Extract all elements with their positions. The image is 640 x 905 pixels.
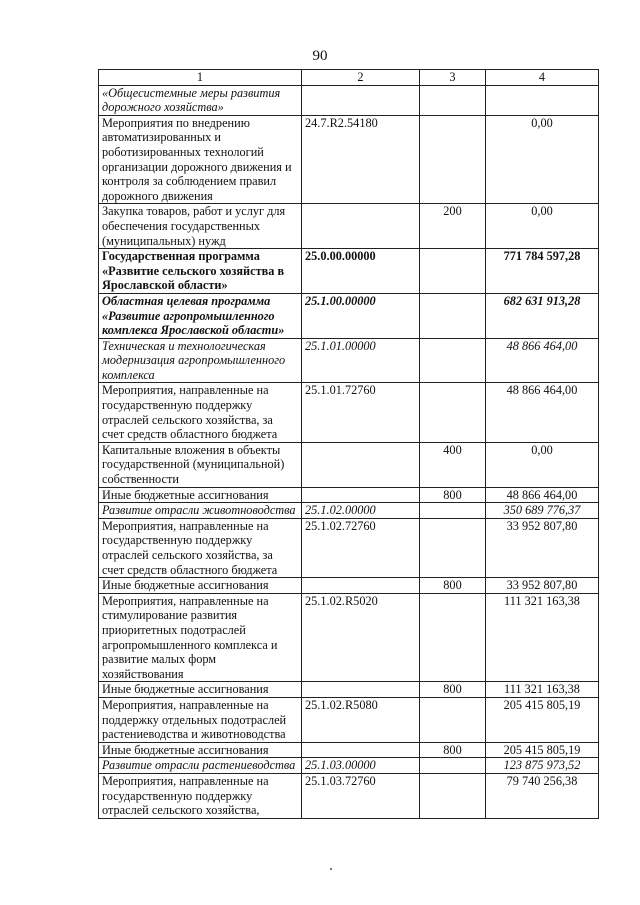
column-header: 1 (99, 70, 302, 86)
expense-type-cell: 800 (420, 578, 486, 594)
target-code-cell: 25.1.02.00000 (302, 503, 420, 519)
table-row (99, 578, 599, 594)
target-code-cell (302, 85, 420, 115)
item-name-cell: Развитие отрасли растениеводства (99, 758, 302, 774)
amount-cell: 205 415 805,19 (486, 742, 599, 758)
table-body (99, 85, 599, 818)
table-row (99, 682, 599, 698)
target-code-cell: 25.1.02.R5080 (302, 697, 420, 742)
table-row (99, 487, 599, 503)
column-header: 2 (302, 70, 420, 86)
item-name-cell: Мероприятия, направленные на поддержку отдельных подотраслей растениеводства и животноводства (99, 697, 302, 742)
amount-cell: 0,00 (486, 115, 599, 204)
item-name-cell: Мероприятия, направленные на государственную поддержку отраслей сельского хозяйства, (99, 773, 302, 818)
scan-speck (330, 868, 332, 870)
amount-cell: 48 866 464,00 (486, 338, 599, 383)
item-name-cell: Государственная программа «Развитие сельского хозяйства в Ярославской области» (99, 249, 302, 294)
item-name-cell: Иные бюджетные ассигнования (99, 742, 302, 758)
expense-type-cell (420, 249, 486, 294)
target-code-cell: 25.1.03.72760 (302, 773, 420, 818)
item-name-cell: Иные бюджетные ассигнования (99, 487, 302, 503)
table-row (99, 293, 599, 338)
target-code-cell (302, 578, 420, 594)
table-row (99, 85, 599, 115)
item-name-cell: Иные бюджетные ассигнования (99, 682, 302, 698)
table-row (99, 697, 599, 742)
expense-type-cell (420, 593, 486, 682)
target-code-cell: 25.1.03.00000 (302, 758, 420, 774)
expense-type-cell: 400 (420, 442, 486, 487)
expense-type-cell (420, 758, 486, 774)
table-row (99, 593, 599, 682)
expense-type-cell: 800 (420, 487, 486, 503)
item-name-cell: Развитие отрасли животноводства (99, 503, 302, 519)
target-code-cell (302, 742, 420, 758)
amount-cell: 205 415 805,19 (486, 697, 599, 742)
column-header: 4 (486, 70, 599, 86)
item-name-cell: Мероприятия по внедрению автоматизированных и роботизированных технологий организации дорожного движения и контроля за соблюдением правил дорожного движения (99, 115, 302, 204)
target-code-cell: 25.1.01.00000 (302, 338, 420, 383)
table-row (99, 503, 599, 519)
amount-cell: 48 866 464,00 (486, 383, 599, 442)
item-name-cell: Мероприятия, направленные на стимулирование развития приоритетных подотраслей агропромышленного комплекса и развитие малых форм хозяйствования (99, 593, 302, 682)
amount-cell: 682 631 913,28 (486, 293, 599, 338)
table-row (99, 742, 599, 758)
target-code-cell: 25.1.00.00000 (302, 293, 420, 338)
table-row (99, 518, 599, 577)
amount-cell: 123 875 973,52 (486, 758, 599, 774)
item-name-cell: Иные бюджетные ассигнования (99, 578, 302, 594)
table-row (99, 442, 599, 487)
expense-type-cell (420, 293, 486, 338)
expense-type-cell (420, 518, 486, 577)
target-code-cell (302, 487, 420, 503)
budget-table (98, 69, 599, 819)
target-code-cell: 24.7.R2.54180 (302, 115, 420, 204)
item-name-cell: Техническая и технологическая модернизация агропромышленного комплекса (99, 338, 302, 383)
expense-type-cell (420, 503, 486, 519)
amount-cell: 48 866 464,00 (486, 487, 599, 503)
amount-cell: 0,00 (486, 204, 599, 249)
expense-type-cell (420, 338, 486, 383)
target-code-cell (302, 204, 420, 249)
amount-cell: 0,00 (486, 442, 599, 487)
table-row (99, 758, 599, 774)
item-name-cell: Областная целевая программа «Развитие агропромышленного комплекса Ярославской области» (99, 293, 302, 338)
expense-type-cell: 800 (420, 682, 486, 698)
table-row (99, 383, 599, 442)
page-number: 90 (312, 48, 328, 64)
item-name-cell: «Общесистемные меры развития дорожного хозяйства» (99, 85, 302, 115)
item-name-cell: Мероприятия, направленные на государственную поддержку отраслей сельского хозяйства, за счет средств областного бюджета (99, 518, 302, 577)
target-code-cell: 25.0.00.00000 (302, 249, 420, 294)
table-row (99, 249, 599, 294)
amount-cell: 771 784 597,28 (486, 249, 599, 294)
amount-cell: 111 321 163,38 (486, 593, 599, 682)
expense-type-cell (420, 773, 486, 818)
amount-cell: 79 740 256,38 (486, 773, 599, 818)
amount-cell: 33 952 807,80 (486, 578, 599, 594)
expense-type-cell: 800 (420, 742, 486, 758)
target-code-cell (302, 442, 420, 487)
expense-type-cell (420, 115, 486, 204)
expense-type-cell (420, 697, 486, 742)
table-row (99, 204, 599, 249)
amount-cell: 111 321 163,38 (486, 682, 599, 698)
amount-cell (486, 85, 599, 115)
target-code-cell (302, 682, 420, 698)
item-name-cell: Мероприятия, направленные на государственную поддержку отраслей сельского хозяйства, за счет средств областного бюджета (99, 383, 302, 442)
item-name-cell: Закупка товаров, работ и услуг для обеспечения государственных (муниципальных) нужд (99, 204, 302, 249)
expense-type-cell: 200 (420, 204, 486, 249)
target-code-cell: 25.1.01.72760 (302, 383, 420, 442)
table-row (99, 338, 599, 383)
expense-type-cell (420, 383, 486, 442)
target-code-cell: 25.1.02.R5020 (302, 593, 420, 682)
amount-cell: 350 689 776,37 (486, 503, 599, 519)
expense-type-cell (420, 85, 486, 115)
table-row (99, 115, 599, 204)
target-code-cell: 25.1.02.72760 (302, 518, 420, 577)
column-header: 3 (420, 70, 486, 86)
table-header-row (99, 70, 599, 86)
item-name-cell: Капитальные вложения в объекты государственной (муниципальной) собственности (99, 442, 302, 487)
amount-cell: 33 952 807,80 (486, 518, 599, 577)
table-row (99, 773, 599, 818)
